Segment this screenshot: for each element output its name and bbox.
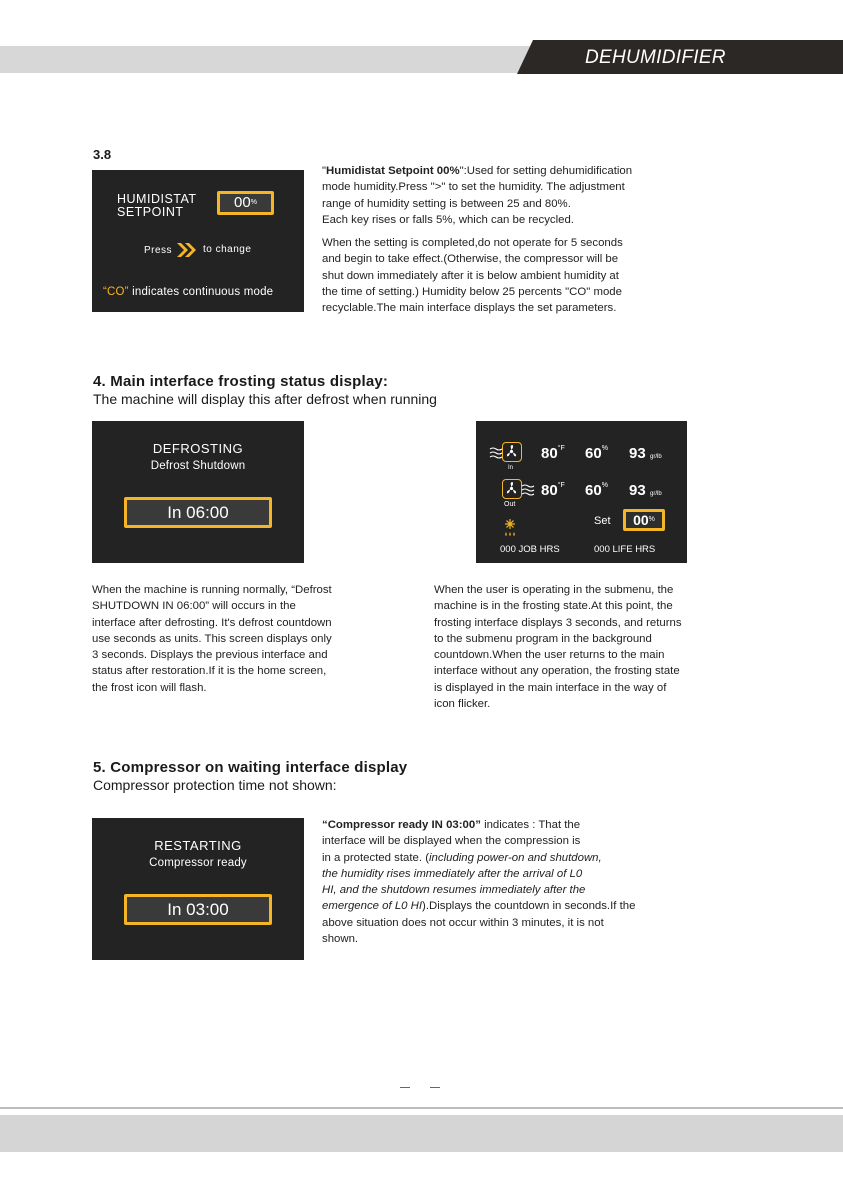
restarting-title: RESTARTING [154,838,242,853]
section-4-heading: 4. Main interface frosting status display: [93,373,389,390]
press-label: Press [144,245,173,256]
continuous-mode-note [103,286,273,298]
set-value-box: 00% [623,509,665,531]
section-number: 3.8 [93,147,112,162]
screen-line-setpoint: SETPOINT [117,205,184,219]
defrosting-screen [92,421,304,563]
defrost-timer-box [124,497,272,528]
setpoint-unit: % [250,199,257,206]
fan-icon [503,443,520,460]
fan-icon [503,480,520,497]
temp-in: $80^{^\circ F}$ [541,445,565,462]
section-5-subheading: Compressor protection time not shown: [93,777,337,793]
screen-line-humidistat: HUMIDISTAT [117,192,197,206]
defrost-timer: In 06:00 [167,503,229,522]
double-chevron-right-icon [176,242,198,258]
grains-out: 93 [629,482,646,499]
humidistat-setpoint-screen [92,170,304,312]
header-title: DEHUMIDIFIER [585,47,726,68]
setpoint-value: 00 [234,194,251,211]
set-value: 00 [633,512,649,528]
life-hours: 000 LIFE HRS [594,544,656,555]
fan-out-frame [502,479,522,499]
footer-bar [0,1115,843,1152]
humidity-out: 60% [585,482,608,499]
set-label: Set [594,515,611,527]
section-5-heading: 5. Compressor on waiting interface display [93,759,408,776]
grains-in: 93 [629,445,646,462]
page-number-dash [430,1087,440,1088]
job-hours: 000 JOB HRS [500,544,560,555]
setpoint-value-box [217,191,274,215]
compressor-ready-term: “Compressor ready IN 03:00” [322,819,481,831]
restart-timer: In 03:00 [167,900,229,919]
co-label: “CO” [103,286,129,298]
defrost-left-description: When the machine is running normally, “Defrost SHUTDOWN IN 06:00” will occurs in the interface after defrosting. It's defrost countdown use seconds as units. This screen displays only 3 seconds. Displays the previous interface and status after restoration.If it is the home screen, the frost icon will flash. [92,584,332,694]
airflow-wave-icon [521,482,535,496]
airflow-wave-icon [489,445,503,459]
fan-in-frame [502,442,522,462]
section-4-subheading: The machine will display this after defrost when running [93,391,437,407]
humidistat-description: "Humidistat Setpoint 00%":Used for setting dehumidification mode humidity.Press ">" to set the humidity. The adjustment range of humidity setting is between 25 and 80%. Each key rises or falls 5%, which can be recycled. When the setting is completed,do not operate for 5 seconds and begin to take effect.(Otherwise, the compressor will be shut down immediately after it is below ambient humidity at the time of setting.) Humidity below 25 percents "CO" mode recyclable.The main interface displays the set parameters. [322,165,633,315]
temp-out: $80^{^\circ F}$ [541,482,565,499]
grains-in-unit: gr/lb [650,454,662,460]
compressor-description: “Compressor ready IN 03:00” indicates : That the interface will be displayed when the compression is in a protected state. (including power-on and shutdown, the humidity rises immediately after the arrival of L0 HI, and the shutdown resumes immediately after the emergence of L0 HI).Displays the countdown in seconds.If the above situation does not occur within 3 minutes, it is not shown. [322,819,636,946]
grains-out-unit: gr/lb [650,491,662,497]
compressor-ready-label: Compressor ready [149,857,247,869]
restart-timer-box [124,894,272,925]
out-label: Out [504,501,516,508]
footer-divider [0,1107,843,1109]
defrosting-title: DEFROSTING [152,441,244,456]
main-interface-screen [476,421,687,563]
co-description: indicates continuous mode [128,286,274,298]
defrost-right-description: When the user is operating in the submenu, the machine is in the frosting state.At this point, the frosting interface displays 3 seconds, and returns to the submenu program in the background countdown.When the user returns to the main interface without any operation, the frosting state is displayed in the main interface in the way of icon flicker. [434,584,682,711]
humidistat-setpoint-term: Humidistat Setpoint 00% [326,165,460,177]
in-label: In [508,465,514,471]
page-number-dash [400,1087,410,1088]
defrost-shutdown-label: Defrost Shutdown [150,460,246,472]
humidity-in: 60% [585,445,608,462]
frost-icon [504,518,516,540]
restarting-screen [92,818,304,960]
to-change-label: to change [203,244,252,255]
